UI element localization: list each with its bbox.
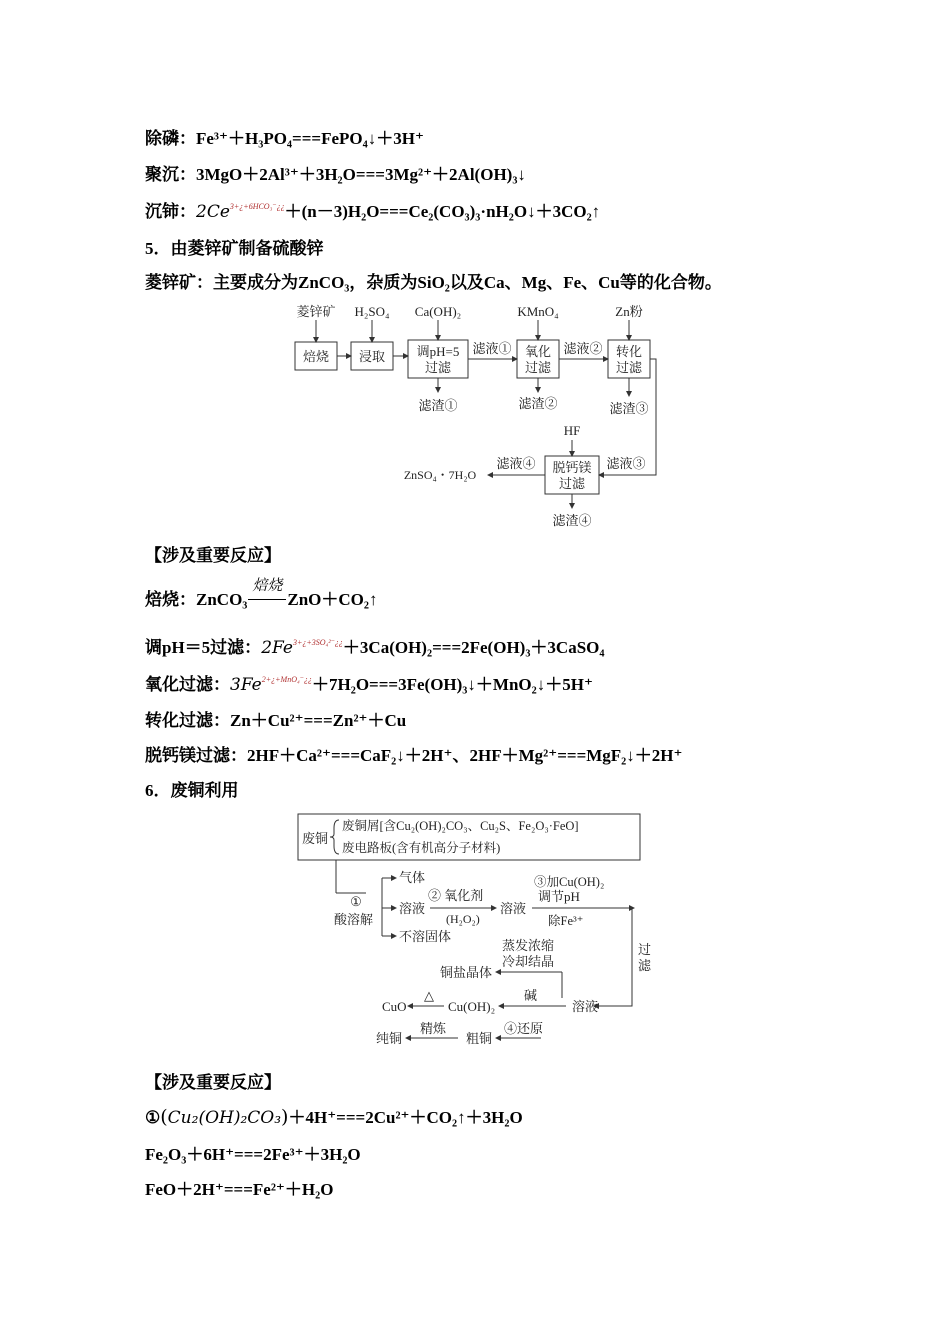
equation-start: 3Fe (230, 675, 262, 695)
condition-text: 焙烧 (252, 578, 283, 594)
pure-copper-label: 纯铜 (376, 1031, 403, 1046)
residue2-label: 滤渣② (518, 396, 558, 411)
reaction-ph-filter (145, 633, 604, 658)
caoh2-label: Ca(OH)₂ (414, 304, 462, 319)
waste-copper-flowchart (296, 808, 666, 1056)
filter-label-2: 滤 (638, 958, 652, 973)
ore-description (145, 268, 722, 293)
heat-label: △ (424, 988, 434, 1003)
h2o2-label: (H₂O₂) (446, 912, 480, 926)
line-label: 除磷： (145, 129, 196, 148)
decalcify-label: 脱钙镁 (552, 460, 592, 475)
insoluble-label: 不溶固体 (399, 929, 452, 944)
roast-label: 焙烧 (302, 349, 330, 364)
oxidant-label: ② 氧化剂 (428, 888, 484, 903)
condition-arrow (248, 578, 286, 610)
gas-label: 气体 (399, 870, 426, 885)
reaction-iron-iii-oxide (145, 1140, 361, 1165)
product-label: ZnSO₄・7H₂O (403, 468, 477, 482)
equation-paren-formula: Cu₂(OH)₂CO₃ (167, 1108, 282, 1128)
line-label: 沉铈： (145, 202, 196, 221)
oxidize-label: 氧化 (524, 344, 552, 359)
scrap-label: 废铜屑[含Cu₂(OH)₂CO₃、Cu₂S、Fe₂O₃·FeO] (342, 819, 579, 833)
board-label: 废电路板(含有机高分子材料) (342, 841, 501, 855)
filtrate4-label: 滤液④ (496, 456, 536, 471)
equation-end: ＋7H₂O===3Fe(OH)₃↓＋MnO₂↓＋5H⁺ (312, 675, 593, 694)
description-text: 菱锌矿：主要成分为ZnCO₃，杂质为SiO₂以及Ca、Mg、Fe、Cu等的化合物。 (145, 273, 722, 292)
acid-dissolve-label: 酸溶解 (334, 912, 374, 927)
line-label: 氧化过滤： (145, 675, 230, 694)
line-label: 聚沉： (145, 165, 196, 184)
crystal-label: 铜盐晶体 (440, 965, 493, 980)
step-number: ① (145, 1108, 161, 1127)
text-line-dephosphorization (145, 124, 424, 149)
filtrate2-label: 滤液② (563, 341, 603, 356)
step3-label: ③加Cu(OH)₂ (534, 875, 605, 889)
solution-c-label: 溶液 (572, 999, 599, 1014)
equation-start: 2Fe (261, 638, 293, 658)
kmno4-label: KMnO₄ (517, 304, 559, 319)
zn-powder-label: Zn粉 (615, 304, 643, 319)
equation: 3MgO＋2Al³⁺＋3H₂O===3Mg²⁺＋2Al(OH)₃↓ (196, 165, 526, 184)
evaporate-label: 蒸发浓缩 (502, 938, 555, 953)
hf-label: HF (563, 423, 581, 438)
text-line-coagulation (145, 160, 526, 185)
ph-label: 调pH=5 (416, 344, 460, 359)
cool-label: 冷却结晶 (502, 954, 555, 969)
section-heading-5 (145, 234, 324, 259)
text-line-cerium-precipitation (145, 197, 600, 222)
brace (330, 820, 339, 854)
line-label: 焙烧： (145, 590, 196, 609)
leach-label: 浸取 (358, 349, 386, 364)
line-label: 脱钙镁过滤： (145, 746, 247, 765)
reaction-roast (145, 578, 378, 610)
reaction-iron-ii-oxide (145, 1175, 333, 1200)
equation-garbled-fragment: 3+¿+6HCO₃⁻¿¿ (229, 202, 285, 211)
convert-label: 转化 (615, 344, 643, 359)
filtrate1-label: 滤液① (472, 341, 512, 356)
heading-text: 5．由菱锌矿制备硫酸锌 (145, 239, 324, 258)
equation: FeO＋2H⁺===Fe²⁺＋H₂O (145, 1180, 334, 1199)
remove-fe-label: 除Fe³⁺ (548, 914, 584, 928)
reactions-title-1 (145, 541, 281, 566)
h2so4-label: H₂SO₄ (354, 304, 390, 319)
equation-end: ＋4H⁺===2Cu²⁺＋CO₂↑＋3H₂O (288, 1108, 523, 1127)
equation: 2HF＋Ca²⁺===CaF₂↓＋2H⁺、2HF＋Mg²⁺===MgF₂↓＋2H⁺ (247, 746, 683, 765)
title-text: 【涉及重要反应】 (145, 1073, 281, 1092)
reaction-copper-carbonate: ①(Cu₂(OH)₂CO₃)＋4H⁺===2Cu²⁺＋CO₂↑＋3H₂O (145, 1106, 523, 1128)
convert-filter-label: 过滤 (615, 360, 643, 375)
solution-a-label: 溶液 (399, 901, 426, 916)
reaction-decalcify-filter (145, 741, 682, 766)
equation-end: ＋3Ca(OH)₂===2Fe(OH)₃＋3CaSO₄ (342, 638, 605, 657)
residue3-label: 滤渣③ (609, 401, 649, 416)
step1-number: ① (350, 894, 362, 909)
refine-label: 精炼 (420, 1021, 447, 1036)
base-label: 碱 (524, 988, 538, 1003)
reactions-title-2 (145, 1068, 281, 1093)
decalcify-filter-label: 过滤 (558, 476, 586, 491)
zinc-sulfate-flowchart (290, 300, 670, 532)
equation-garbled-fragment: 3+¿+3SO₄²⁻¿¿ (292, 638, 343, 647)
equation-start: 2Ce (196, 202, 230, 222)
reduce-label: ④还原 (504, 1021, 544, 1036)
equation-garbled-fragment: 2+¿+MnO₄⁻¿¿ (261, 675, 312, 684)
ore-label: 菱锌矿 (296, 304, 336, 319)
reaction-oxidize-filter (145, 670, 593, 695)
filter-label-1: 过 (638, 942, 652, 957)
waste-copper-label: 废铜 (302, 831, 329, 846)
equation: Fe₂O₃＋6H⁺===2Fe³⁺＋3H₂O (145, 1145, 361, 1164)
cuo-label: CuO (382, 999, 407, 1014)
product: ZnO＋CO₂↑ (287, 590, 378, 609)
section-heading-6 (145, 776, 239, 801)
ph-filter-label: 过滤 (424, 360, 452, 375)
oxidize-filter-label: 过滤 (524, 360, 552, 375)
line-label: 调pH＝5过滤： (145, 638, 262, 657)
crude-copper-label: 粗铜 (466, 1031, 493, 1046)
reactant: ZnCO₃ (196, 590, 248, 609)
residue4-label: 滤渣④ (552, 513, 592, 528)
solution-b-label: 溶液 (500, 901, 527, 916)
residue1-label: 滤渣① (418, 398, 458, 413)
equation: Fe³⁺＋H₃PO₄===FePO₄↓＋3H⁺ (196, 129, 424, 148)
cuoh2-label: Cu(OH)₂ (448, 999, 496, 1014)
title-text: 【涉及重要反应】 (145, 546, 281, 565)
line-label: 转化过滤： (145, 711, 230, 730)
filtrate3-label: 滤液③ (606, 456, 646, 471)
equation: Zn＋Cu²⁺===Zn²⁺＋Cu (230, 711, 407, 730)
equation-end: ＋(n－3)H₂O===Ce₂(CO₃)₃·nH₂O↓＋3CO₂↑ (284, 202, 601, 221)
reaction-convert-filter (145, 706, 406, 731)
adjust-ph-label: 调节pH (538, 889, 580, 904)
heading-text: 6．废铜利用 (145, 781, 239, 800)
